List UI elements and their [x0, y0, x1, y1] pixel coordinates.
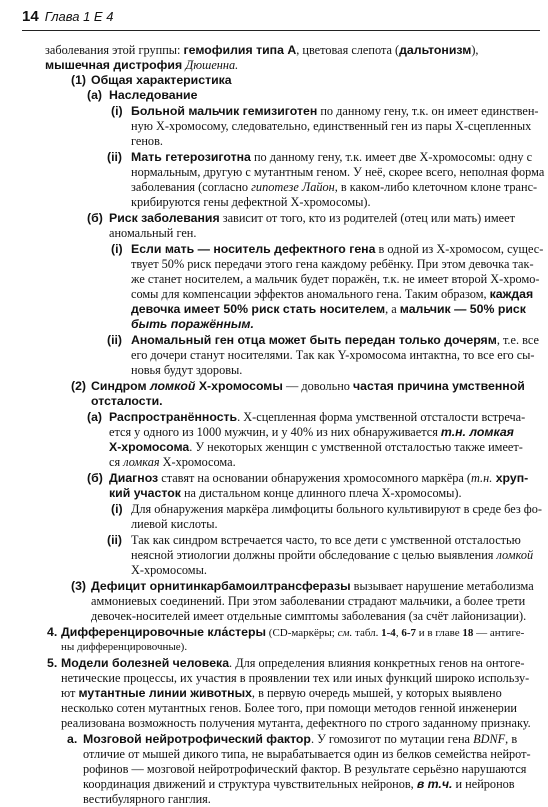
- text-line: несколько сотен мутантных генов. Более того, при помощи методов генной инженерии: [61, 701, 517, 715]
- text-line: Х-хромосома. У некоторых женщин с умственной отсталостью также имеет-: [109, 440, 523, 454]
- text-line: отличие от мышей дикого типа, не вырабатывается один из белков семейства нейрот-: [83, 747, 531, 761]
- subsection-heading: Наследование: [109, 88, 198, 102]
- text-line: девочек-носителей имеет отдельные симптомы заболевания (за счёт лайонизации).: [91, 609, 527, 623]
- text-line: Аномальный ген отца может быть передан только дочерям, т.е. все: [131, 333, 539, 347]
- text-line: Синдром ломкой Х-хромосомы — довольно частая причина умственной: [91, 379, 525, 393]
- list-marker: а.: [67, 732, 78, 746]
- text-line: кий участок на дистальном конце длинного плеча Х-хромосомы).: [109, 486, 462, 500]
- text-line: ся ломкая Х-хромосома.: [109, 455, 236, 469]
- text-line: быть поражённым.: [131, 317, 254, 331]
- list-marker: (б): [87, 211, 103, 225]
- text-line: аномальный ген.: [109, 226, 197, 240]
- text-line: Дефицит орнитинкарбамоилтрансферазы вызывает нарушение метаболизма: [91, 579, 534, 593]
- text-line: Риск заболевания зависит от того, кто из родителей (отец или мать) имеет: [109, 211, 515, 225]
- text-line: Так как синдром встречается часто, то все дети с умственной отсталостью: [131, 533, 521, 547]
- text-line: Дифференцировочные кла́стеры (CD-маркёры; см. табл. 1-4, 6-7 и в главе 18 — антиге-: [61, 625, 525, 639]
- text-line: его дочери станут носителями. Так как Y-хромосома интактна, то все его сы-: [131, 348, 535, 362]
- text-line: Мать гетерозиготна по данному гену, т.к. имеет две Х-хромосомы: одну с: [131, 150, 533, 164]
- text-line: ную Х-хромосому, следовательно, единственный ген из пары Х-сцепленных: [131, 119, 532, 133]
- list-marker: (1): [71, 73, 87, 87]
- text-line: ны дифференцировочные).: [61, 641, 188, 653]
- text-line: Мозговой нейротрофический фактор. У гомозигот по мутации гена BDNF, в: [83, 732, 518, 746]
- list-marker: (i): [111, 242, 123, 256]
- text-line: рофинов — мозговой нейротрофический фактор. В результате серьёзно нарушаются: [83, 762, 527, 776]
- list-marker: 4.: [47, 625, 58, 639]
- list-marker: (i): [111, 502, 123, 516]
- text-line: отсталости.: [91, 394, 163, 408]
- text-line: координация движений и структура чувствительных нейронов, в т.ч. и нейронов: [83, 777, 515, 791]
- text-line: неясной этиологии должны пройти обследование с целью выявления ломкой: [131, 548, 534, 562]
- list-marker: (ii): [107, 333, 123, 347]
- text-line: Диагноз ставят на основании обнаружения хромосомного маркёра (т.н. хруп-: [109, 471, 529, 485]
- chapter-title: Глава 1 Е 4: [44, 9, 114, 24]
- text-line: реализована возможность получения мутанта, дефектного по строго заданному признаку.: [61, 716, 531, 730]
- text-line: нетические процессы, их участия в проявлении тех или иных функций широко использу-: [61, 671, 530, 685]
- list-marker: (i): [111, 104, 123, 118]
- list-marker: (ii): [107, 150, 123, 164]
- text-line: Модели болезней человека. Для определения влияния конкретных генов на онтоге-: [61, 656, 525, 670]
- text-line: Х-хромосомы.: [131, 563, 207, 577]
- list-marker: (а): [87, 410, 103, 424]
- list-marker: (2): [71, 379, 87, 393]
- running-header: [22, 8, 540, 31]
- text-line: Больной мальчик гемизиготен по данному гену, т.к. он имеет единствен-: [131, 104, 539, 118]
- text-line: ется у одного из 1000 мужчин, и у 40% из них обнаруживается т.н. ломкая: [109, 425, 514, 439]
- text-line: заболевания этой группы: гемофилия типа А, цветовая слепота (дальтонизм),: [45, 43, 479, 57]
- list-marker: (3): [71, 579, 87, 593]
- text-line: генов.: [131, 134, 163, 148]
- text-line: Если мать — носитель дефектного гена в одной из Х-хромосом, сущес-: [131, 242, 544, 256]
- list-marker: (б): [87, 471, 103, 485]
- text-line: лиевой кислоты.: [131, 517, 218, 531]
- text-line: же станет носителем, а мальчик будет поражён, т.к. не имеет второй Х-хромо-: [131, 272, 540, 286]
- text-line: ют мутантные линии животных, в первую очередь мышей, у которых выявлено: [61, 686, 502, 700]
- text-line: Для обнаружения маркёра лимфоциты больного культивируют в среде без фо-: [131, 502, 542, 516]
- text-line: вестибулярного ганглия.: [83, 792, 211, 806]
- text-line: крибируются гены дефектной Х-хромосомы).: [131, 195, 371, 209]
- text-line: девочка имеет 50% риск стать носителем, а мальчик — 50% риск: [131, 302, 526, 316]
- list-marker: 5.: [47, 656, 58, 670]
- text-line: сомы для компенсации эффектов аномального гена. Таким образом, каждая: [131, 287, 534, 301]
- list-marker: (ii): [107, 533, 123, 547]
- text-line: нормальным, другую с мутантным геном. У неё, скорее всего, неполная форма: [131, 165, 545, 179]
- page-number: 14: [22, 8, 39, 25]
- text-line: заболевания (согласно гипотезе Лайон, в каком-либо клеточном клоне транс-: [131, 180, 538, 194]
- text-line: новья будут здоровы.: [131, 363, 243, 377]
- text-line: мышечная дистрофия Дюшенна.: [45, 58, 239, 72]
- section-heading: Общая характеристика: [91, 73, 232, 87]
- text-line: твует 50% риск передачи этого гена каждому ребёнку. При этом девочка так-: [131, 257, 534, 271]
- text-line: аммониевых соединений. При этом заболевании страдают мальчики, а более трети: [91, 594, 526, 608]
- text-line: Распространённость. Х-сцепленная форма умственной отсталости встреча-: [109, 410, 526, 424]
- list-marker: (а): [87, 88, 103, 102]
